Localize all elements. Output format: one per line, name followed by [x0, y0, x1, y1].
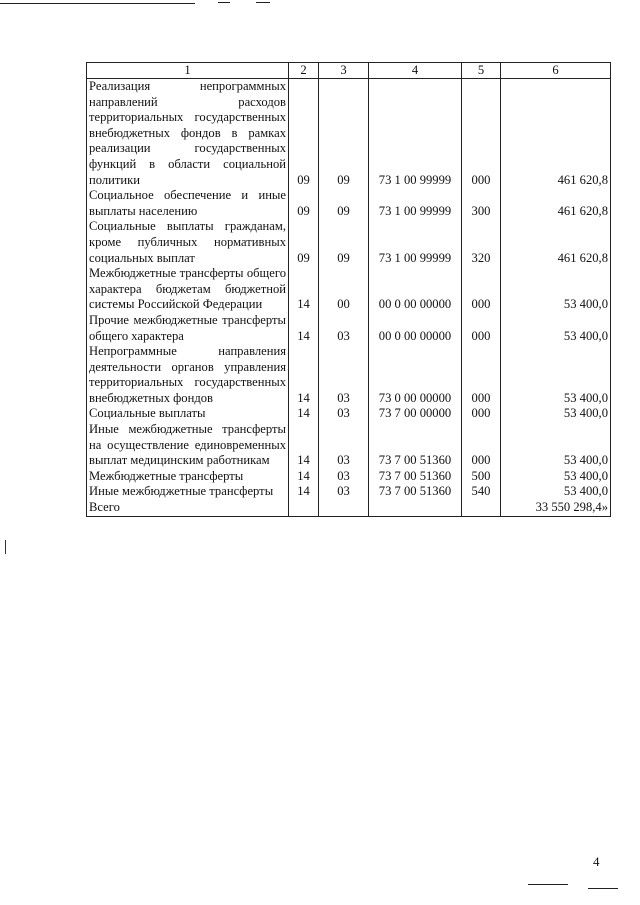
row-target: 73 7 00 51360 [369, 469, 462, 485]
scan-mark-bottom-1 [528, 884, 568, 885]
row-subsection: 03 [319, 313, 369, 344]
row-name: Реализация непрограммных направлений расходов территориальных государственных внебюджетных фондов в рамках реализации государственных функций в области социальной политики [87, 79, 289, 189]
scan-mark-bottom-2 [588, 888, 618, 889]
row-name: Социальные выплаты [87, 406, 289, 422]
table-row [87, 422, 611, 469]
budget-allocation-table [86, 62, 611, 517]
row-subsection: 03 [319, 344, 369, 406]
row-name: Социальные выплаты гражданам, кроме публичных нормативных социальных выплат [87, 219, 289, 266]
total-label: Всего [87, 500, 289, 516]
header-col-6: 6 [501, 63, 611, 79]
page-number: 4 [593, 854, 600, 869]
row-type: 000 [462, 313, 501, 344]
row-target: 73 1 00 99999 [369, 219, 462, 266]
row-amount: 53 400,0 [501, 406, 611, 422]
row-section: 14 [289, 266, 319, 313]
table-row [87, 79, 611, 189]
row-subsection: 03 [319, 406, 369, 422]
row-target: 73 7 00 51360 [369, 484, 462, 500]
row-section: 14 [289, 484, 319, 500]
row-name: Прочие межбюджетные трансферты общего характера [87, 313, 289, 344]
row-subsection: 09 [319, 219, 369, 266]
row-section: 14 [289, 422, 319, 469]
row-target: 73 7 00 00000 [369, 406, 462, 422]
row-section: 14 [289, 313, 319, 344]
header-col-3: 3 [319, 63, 369, 79]
row-amount: 53 400,0 [501, 344, 611, 406]
row-type: 540 [462, 484, 501, 500]
scan-mark-top-2 [218, 2, 230, 3]
row-subsection: 03 [319, 422, 369, 469]
table-row [87, 469, 611, 485]
row-section: 14 [289, 469, 319, 485]
table-row-total [87, 500, 611, 516]
row-target: 00 0 00 00000 [369, 266, 462, 313]
row-amount: 53 400,0 [501, 313, 611, 344]
scan-mark-top-1 [0, 3, 195, 4]
row-amount: 53 400,0 [501, 422, 611, 469]
row-target: 73 0 00 00000 [369, 344, 462, 406]
row-name: Социальное обеспечение и иные выплаты населению [87, 188, 289, 219]
row-section: 14 [289, 406, 319, 422]
table-row [87, 484, 611, 500]
header-col-4: 4 [369, 63, 462, 79]
table-row [87, 219, 611, 266]
row-type: 320 [462, 219, 501, 266]
total-amount: 33 550 298,4» [501, 500, 611, 516]
row-amount: 53 400,0 [501, 266, 611, 313]
row-name: Иные межбюджетные трансферты на осуществление единовременных выплат медицинским работникам [87, 422, 289, 469]
row-amount: 461 620,8 [501, 219, 611, 266]
row-type: 000 [462, 79, 501, 189]
row-name: Межбюджетные трансферты [87, 469, 289, 485]
row-subsection: 03 [319, 469, 369, 485]
row-amount: 53 400,0 [501, 469, 611, 485]
scan-mark-left [5, 540, 6, 554]
header-col-2: 2 [289, 63, 319, 79]
row-section: 09 [289, 188, 319, 219]
row-type: 000 [462, 406, 501, 422]
row-subsection: 09 [319, 79, 369, 189]
header-col-5: 5 [462, 63, 501, 79]
scan-mark-top-3 [256, 2, 270, 3]
row-type: 000 [462, 344, 501, 406]
row-type: 000 [462, 266, 501, 313]
row-target [369, 500, 462, 516]
row-amount: 53 400,0 [501, 484, 611, 500]
row-name: Межбюджетные трансферты общего характера бюджетам бюджетной системы Российской Федерации [87, 266, 289, 313]
row-type: 000 [462, 422, 501, 469]
row-name: Непрограммные направления деятельности органов управления территориальных государственных внебюджетных фондов [87, 344, 289, 406]
row-name: Иные межбюджетные трансферты [87, 484, 289, 500]
row-subsection: 03 [319, 484, 369, 500]
row-amount: 461 620,8 [501, 188, 611, 219]
table-row [87, 313, 611, 344]
row-type: 300 [462, 188, 501, 219]
row-amount: 461 620,8 [501, 79, 611, 189]
row-target: 00 0 00 00000 [369, 313, 462, 344]
row-target: 73 7 00 51360 [369, 422, 462, 469]
row-target: 73 1 00 99999 [369, 188, 462, 219]
header-col-1: 1 [87, 63, 289, 79]
row-section: 09 [289, 79, 319, 189]
row-subsection: 00 [319, 266, 369, 313]
table-row [87, 266, 611, 313]
table-header-row [87, 63, 611, 79]
row-type [462, 500, 501, 516]
row-subsection [319, 500, 369, 516]
table-row [87, 344, 611, 406]
row-section: 14 [289, 344, 319, 406]
row-target: 73 1 00 99999 [369, 79, 462, 189]
row-type: 500 [462, 469, 501, 485]
table-row [87, 188, 611, 219]
row-section: 09 [289, 219, 319, 266]
table-row [87, 406, 611, 422]
row-subsection: 09 [319, 188, 369, 219]
row-section [289, 500, 319, 516]
